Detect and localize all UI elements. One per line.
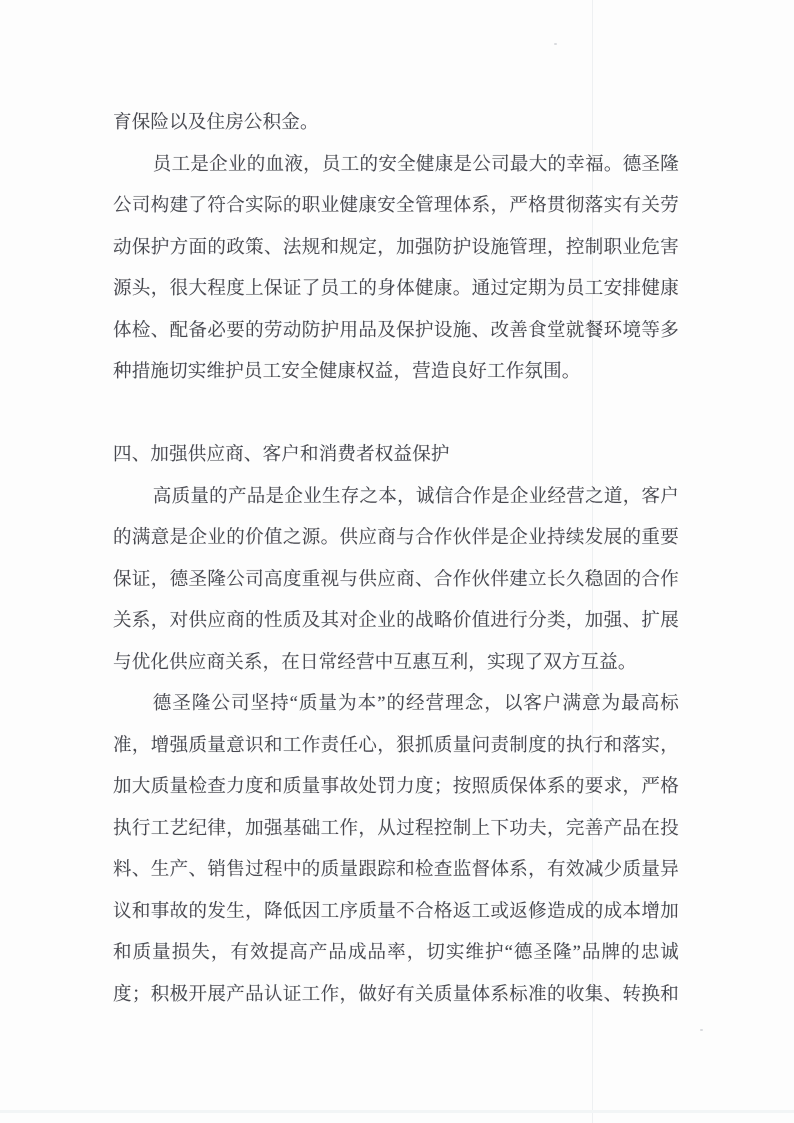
scan-edge-shadow [0, 1110, 794, 1113]
paragraph [113, 684, 679, 1016]
scan-speck [554, 43, 557, 45]
scan-speck [700, 1029, 703, 1031]
paragraph [113, 477, 679, 685]
text-line: 的满意是企业的价值之源。供应商与合作伙伴是企业持续发展的重要 [113, 528, 679, 548]
text-line: 执行工艺纪律，加强基础工作，从过程控制上下功夫，完善产品在投 [113, 818, 679, 839]
text-line: 议和事故的发生，降低因工序质量不合格返工或返修造成的成本增加 [113, 901, 679, 922]
text-line: 育保险以及住房公积金。 [113, 113, 319, 133]
text-line: 加大质量检查力度和质量事故处罚力度；按照质保体系的要求，严格 [113, 777, 679, 797]
section-heading: 四、加强供应商、客户和消费者权益保护 [113, 445, 450, 465]
text-line: 高质量的产品是企业生存之本，诚信合作是企业经营之道，客户 [152, 486, 679, 507]
text-line: 德圣隆公司坚持“质量为本”的经营理念，以客户满意为最高标 [152, 694, 679, 714]
text-line: 与优化供应商关系，在日常经营中互惠互利，实现了双方互益。 [113, 652, 637, 673]
text-line: 料、生产、销售过程中的质量跟踪和检查监督体系，有效减少质量异 [113, 860, 679, 880]
text-line: 员工是企业的血液，员工的安全健康是公司最大的幸福。德圣隆 [152, 154, 679, 175]
text-line: 公司构建了符合实际的职业健康安全管理体系，严格贯彻落实有关劳 [113, 196, 679, 216]
text-line: 关系，对供应商的性质及其对企业的战略价值进行分类，加强、扩展 [113, 611, 679, 631]
text-line: 准，增强质量意识和工作责任心，狠抓质量问责制度的执行和落实， [113, 735, 679, 756]
text-line: 体检、配备必要的劳动防护用品及保护设施、改善食堂就餐环境等多 [113, 320, 679, 341]
page-content [113, 103, 679, 1016]
paragraph [113, 103, 679, 145]
text-line: 源头，很大程度上保证了员工的身体健康。通过定期为员工安排健康 [113, 279, 679, 299]
text-line: 保证，德圣隆公司高度重视与供应商、合作伙伴建立长久稳固的合作 [113, 569, 679, 590]
text-line: 和质量损失，有效提高产品成品率，切实维护“德圣隆”品牌的忠诚 [113, 943, 679, 963]
paragraph [113, 145, 679, 394]
text-line: 动保护方面的政策、法规和规定，加强防护设施管理，控制职业危害 [113, 237, 679, 258]
text-line: 种措施切实维护员工安全健康权益，营造良好工作氛围。 [113, 362, 581, 382]
text-line: 度；积极开展产品认证工作，做好有关质量体系标准的收集、转换和 [113, 984, 679, 1005]
